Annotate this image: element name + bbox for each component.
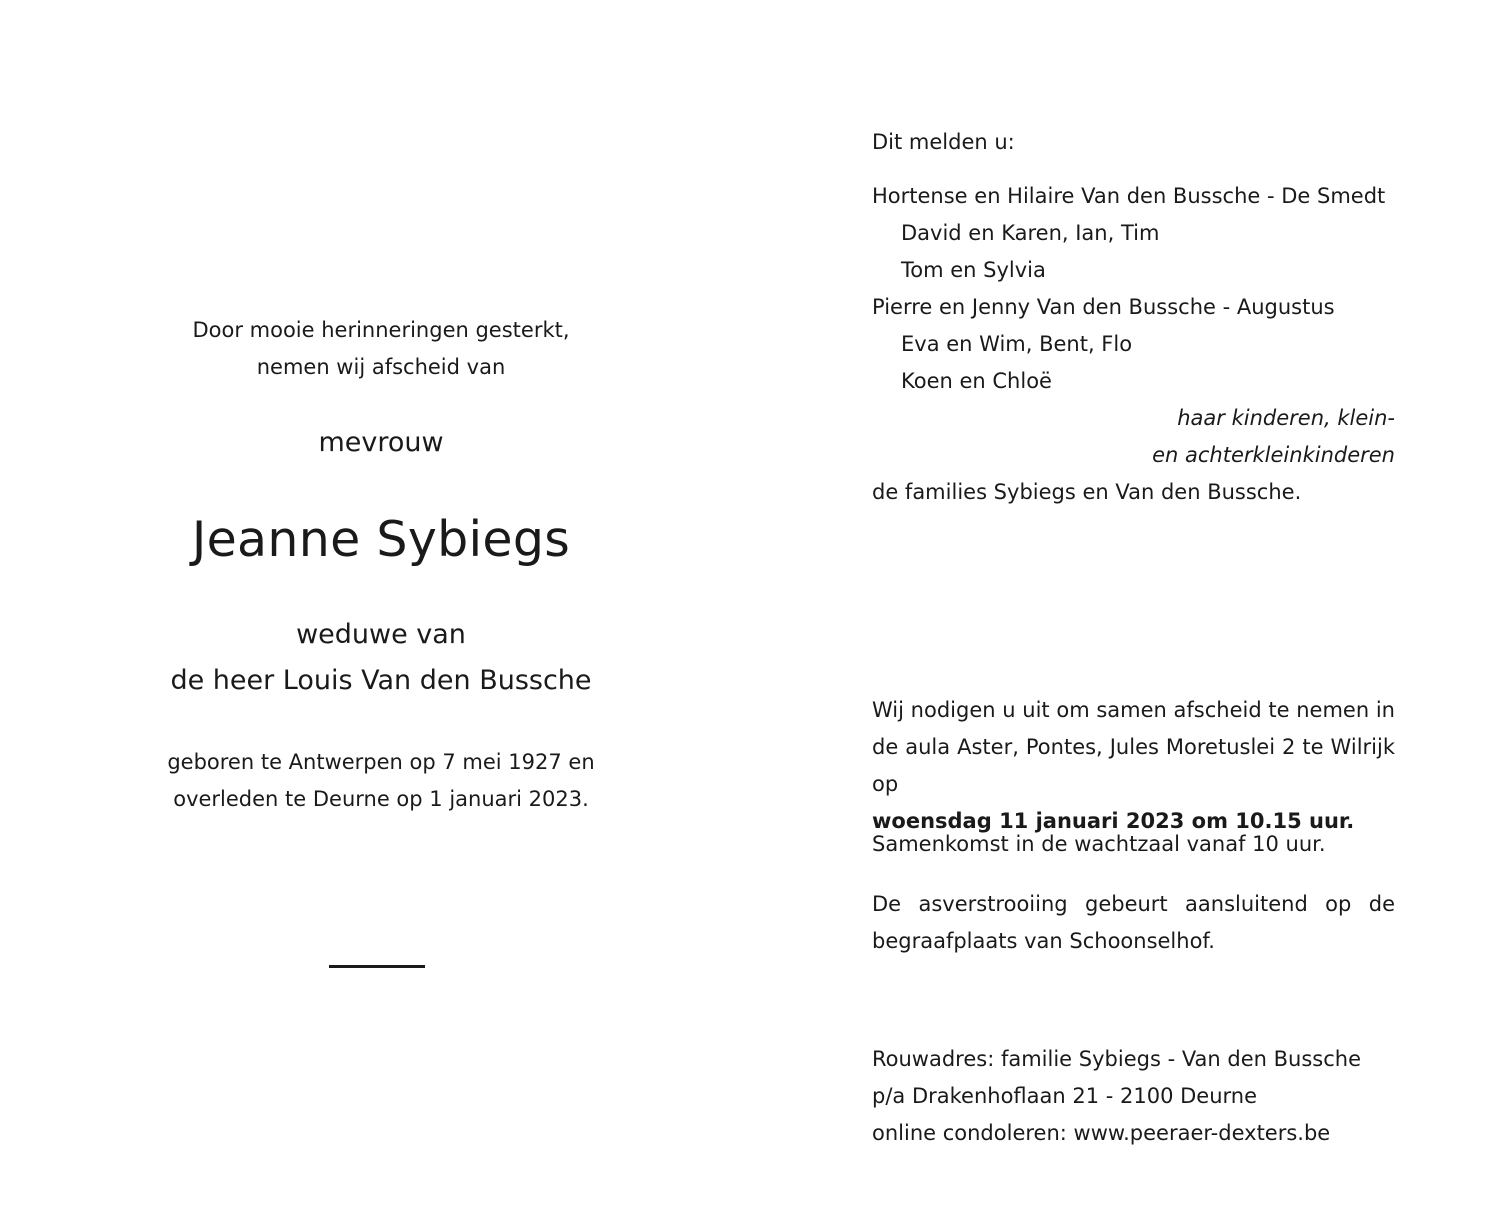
- family-list: [872, 178, 1395, 511]
- family-line: Koen en Chloë: [901, 369, 1052, 393]
- invitation-text: [872, 692, 1395, 840]
- widow-line-1: weduwe van: [296, 619, 466, 650]
- mourning-address: [872, 1041, 1395, 1152]
- birth-line: geboren te Antwerpen op 7 mei 1927 en: [167, 750, 595, 774]
- intro-line-1: Door mooie herinneringen gesterkt,: [192, 318, 570, 342]
- family-line: Tom en Sylvia: [901, 258, 1046, 282]
- ceremony-date: woensdag 11 januari 2023 om 10.15 uur.: [872, 809, 1355, 833]
- death-line: overleden te Deurne op 1 januari 2023.: [173, 787, 589, 811]
- widow-line-2: de heer Louis Van den Bussche: [170, 665, 592, 696]
- condolence-link: online condoleren: www.peeraer-dexters.be: [872, 1121, 1331, 1145]
- deceased-name: Jeanne Sybiegs: [191, 511, 571, 568]
- intro-text: [131, 312, 631, 386]
- relation-line: en achterkleinkinderen: [1152, 443, 1395, 467]
- announce-heading: Dit melden u:: [872, 130, 1015, 154]
- family-line: Hortense en Hilaire Van den Bussche - De Smedt: [872, 184, 1386, 208]
- family-line: Pierre en Jenny Van den Bussche - Augustus: [872, 295, 1335, 319]
- invitation-body: Wij nodigen u uit om samen afscheid te nemen in de aula Aster, Pontes, Jules Moretuslei 2 te Wilrijk op: [872, 698, 1395, 796]
- address-line: p/a Drakenhoflaan 21 - 2100 Deurne: [872, 1084, 1258, 1108]
- relation-line: haar kinderen, klein-: [1177, 406, 1395, 430]
- honorific: mevrouw: [318, 427, 444, 458]
- families-line: de families Sybiegs en Van den Bussche.: [872, 480, 1302, 504]
- life-dates: [131, 744, 631, 818]
- intro-line-2: nemen wij afscheid van: [256, 355, 506, 379]
- family-line: Eva en Wim, Bent, Flo: [901, 332, 1133, 356]
- address-line: Rouwadres: familie Sybiegs - Van den Bussche: [872, 1047, 1362, 1071]
- divider-rule: [329, 965, 425, 968]
- gathering-text: Samenkomst in de wachtzaal vanaf 10 uur.: [872, 832, 1326, 856]
- family-line: David en Karen, Ian, Tim: [901, 221, 1160, 245]
- widow-text: [131, 612, 631, 704]
- ash-scattering-text: De asverstrooiing gebeurt aansluitend op de begraafplaats van Schoonselhof.: [872, 892, 1395, 953]
